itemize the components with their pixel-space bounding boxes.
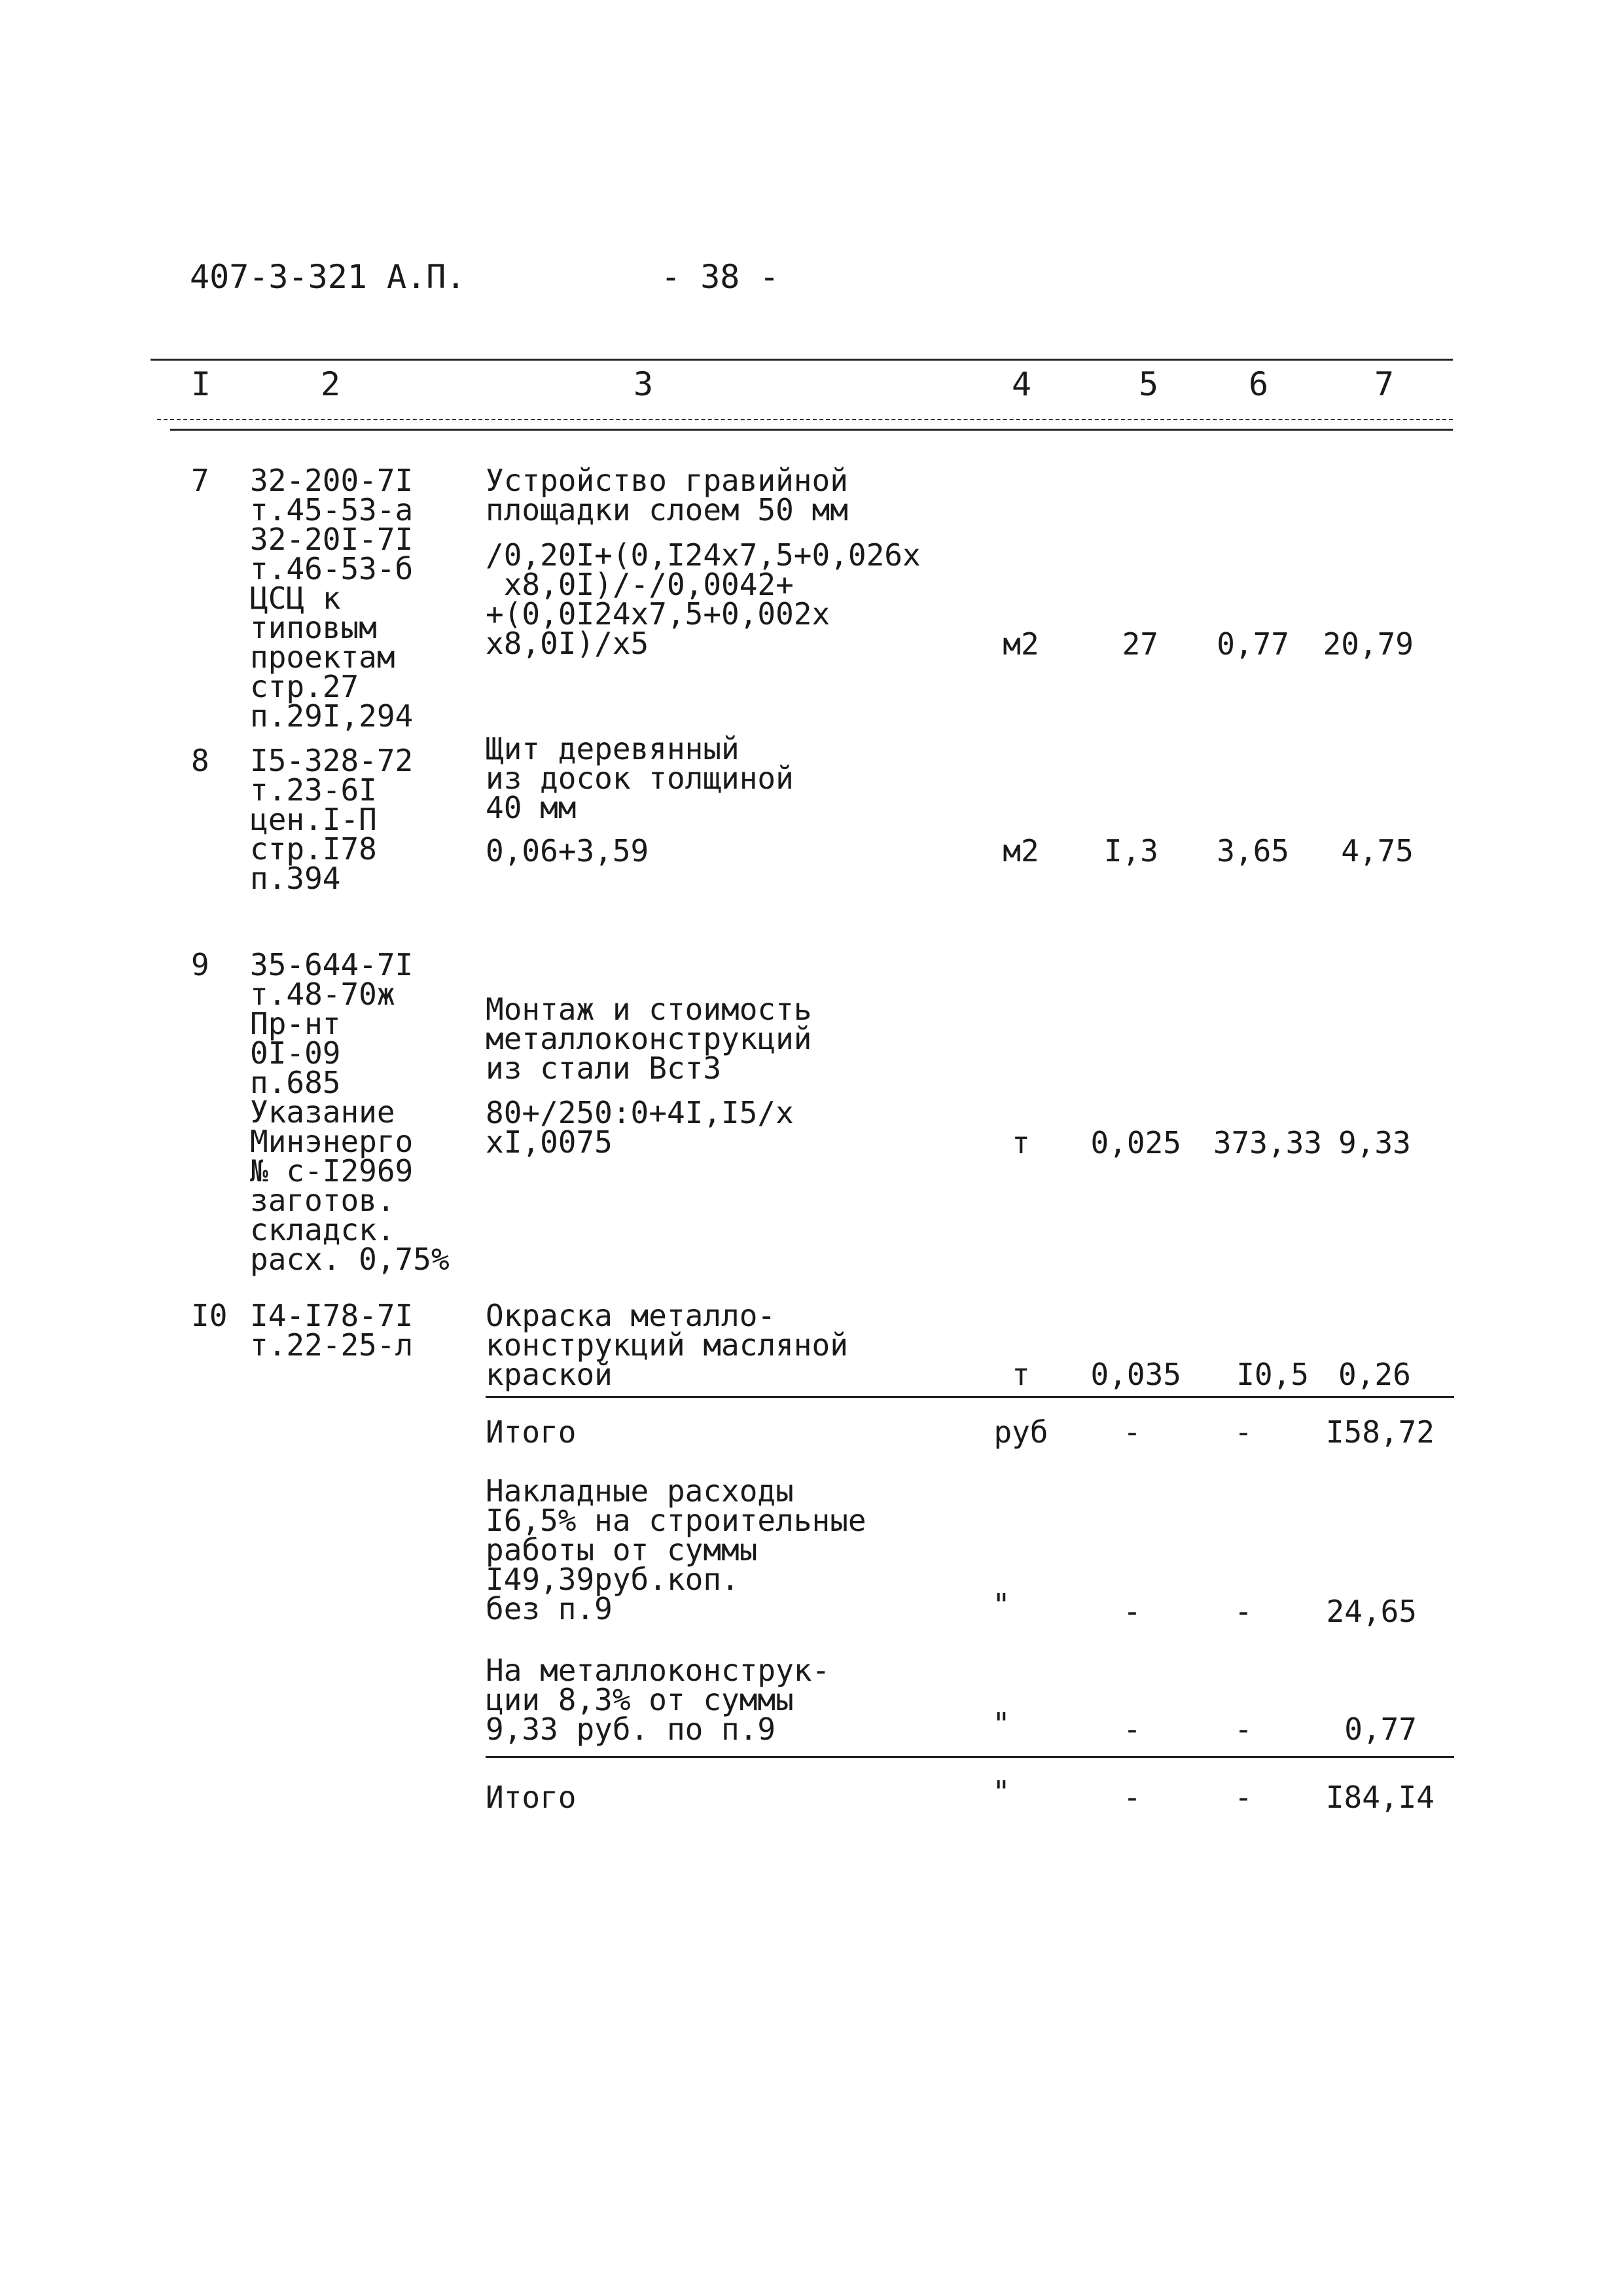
row-number: 8 <box>191 743 209 778</box>
row-unit: т <box>1012 1357 1030 1392</box>
row-description: Монтаж и стоимость металлоконструкций из стали Вст3 <box>486 992 812 1086</box>
row-description: Устройство гравийной площадки слоем 50 мм <box>486 463 848 528</box>
document-code: 407-3-321 А.П. <box>190 258 466 296</box>
overhead-metal-unit: " <box>992 1706 1010 1742</box>
row-unit-price: 373,33 <box>1213 1125 1322 1160</box>
row-total: 0,26 <box>1338 1357 1411 1392</box>
row-number: I0 <box>191 1298 228 1333</box>
row-unit-price: 0,77 <box>1217 626 1289 662</box>
overhead-metal-quantity: - <box>1123 1712 1141 1747</box>
row-description: Окраска металло- конструкций масляной краской <box>486 1298 848 1392</box>
row-unit-price: 3,65 <box>1217 833 1289 869</box>
header-bottom-rule <box>170 429 1453 431</box>
subtotal-quantity: - <box>1123 1414 1141 1450</box>
row-unit-price: I0,5 <box>1236 1357 1309 1392</box>
grand-total-unit: " <box>992 1774 1010 1810</box>
column-header-7: 7 <box>1374 365 1395 403</box>
row-reference: I4-I78-7I т.22-25-л <box>250 1298 414 1363</box>
grand-total-label: Итого <box>486 1780 577 1815</box>
overhead-construction-total: 24,65 <box>1326 1594 1417 1629</box>
overhead-construction-unit: " <box>992 1587 1010 1623</box>
header-mid-rule <box>157 419 1453 420</box>
row-reference: 32-200-7I т.45-53-а 32-20I-7I т.46-53-б ЦСЦ к типовым проектам стр.27 п.29I,294 <box>250 463 414 734</box>
overhead-construction-quantity: - <box>1123 1594 1141 1629</box>
row-description: Щит деревянный из досок толщиной 40 мм <box>486 731 794 825</box>
column-header-1: I <box>191 365 211 403</box>
row-quantity: I,3 <box>1103 833 1158 869</box>
subtotal-total: I58,72 <box>1325 1414 1435 1450</box>
overhead-construction-price: - <box>1234 1594 1253 1629</box>
row-reference: 35-644-7I т.48-70ж Пр-нт 0I-09 п.685 Указание Минэнерго № с-I2969 заготов. складск. расх. 0,75% <box>250 947 450 1277</box>
grand-total-quantity: - <box>1123 1780 1141 1815</box>
overhead-metal-label: На металлоконструк- ции 8,3% от суммы 9,33 руб. по п.9 <box>486 1653 830 1747</box>
row-quantity: 0,025 <box>1090 1125 1181 1160</box>
overhead-metal-total: 0,77 <box>1344 1712 1417 1747</box>
row-total: 20,79 <box>1323 626 1414 662</box>
overhead-construction-label: Накладные расходы I6,5% на строительные работы от суммы I49,39руб.коп. без п.9 <box>486 1473 866 1626</box>
row-unit: м2 <box>1003 833 1039 869</box>
page-number: - 38 - <box>661 258 779 296</box>
column-header-3: 3 <box>633 365 654 403</box>
row-quantity: 0,035 <box>1090 1357 1181 1392</box>
row-number: 9 <box>191 947 209 982</box>
row-unit: м2 <box>1003 626 1039 662</box>
row-total: 9,33 <box>1338 1125 1411 1160</box>
subtotal-label: Итого <box>486 1414 577 1450</box>
header-top-rule <box>151 359 1453 361</box>
row-reference: I5-328-72 т.23-6I цен.I-П стр.I78 п.394 <box>250 743 414 896</box>
row-quantity: 27 <box>1122 626 1158 662</box>
row-number: 7 <box>191 463 209 498</box>
grand-total-price: - <box>1234 1780 1253 1815</box>
row-formula: 80+/250:0+4I,I5/х хI,0075 <box>486 1095 794 1160</box>
overhead-metal-price: - <box>1234 1712 1253 1747</box>
column-header-6: 6 <box>1249 365 1269 403</box>
column-header-5: 5 <box>1139 365 1159 403</box>
row-unit: т <box>1012 1125 1030 1160</box>
row-formula: 0,06+3,59 <box>486 833 649 869</box>
grand-total-rule <box>486 1756 1454 1758</box>
subtotal-price: - <box>1234 1414 1253 1450</box>
grand-total-value: I84,I4 <box>1325 1780 1435 1815</box>
subtotal-unit: руб <box>993 1414 1048 1450</box>
subtotal-rule <box>486 1396 1454 1398</box>
column-header-4: 4 <box>1012 365 1032 403</box>
row-total: 4,75 <box>1341 833 1414 869</box>
column-header-2: 2 <box>321 365 341 403</box>
row-formula: /0,20I+(0,I24х7,5+0,026х х8,0I)/-/0,0042+ +(0,0I24х7,5+0,002х х8,0I)/х5 <box>486 537 921 661</box>
